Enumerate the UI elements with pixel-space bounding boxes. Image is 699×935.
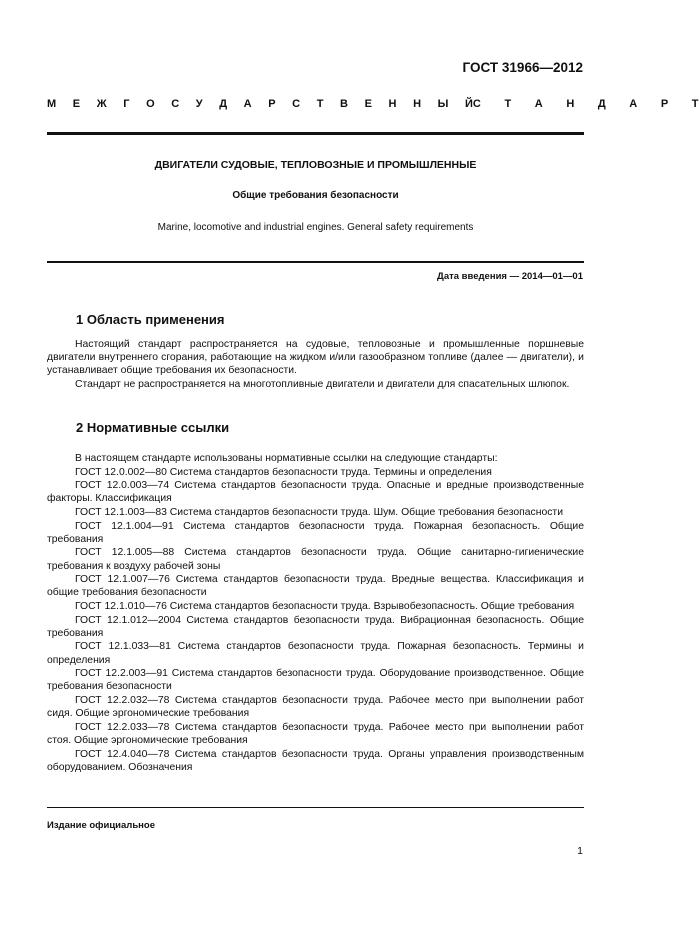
header-divider — [47, 132, 584, 135]
section-1-paragraph: Стандарт не распространяется на многотопливные двигатели и двигатели для спасательных шлюпок. — [75, 379, 570, 390]
heading-letter: Н — [388, 98, 397, 110]
reference-item: ГОСТ 12.2.003—91 Система стандартов безопасности труда. Оборудование производственное. Общие требования безопасности — [47, 668, 584, 693]
heading-letter: Н — [413, 98, 422, 110]
footer-divider — [47, 807, 584, 808]
heading-letter: Ы — [437, 98, 449, 110]
heading-letter: Д — [219, 98, 228, 110]
heading-letter: Т — [504, 98, 512, 110]
heading-letter: Е — [364, 98, 372, 110]
reference-item: ГОСТ 12.0.002—80 Система стандартов безопасности труда. Термины и определения — [75, 466, 492, 478]
heading-letter: Р — [660, 98, 669, 110]
heading-letter: О — [146, 98, 155, 110]
heading-letter: Е — [72, 98, 81, 110]
reference-item: ГОСТ 12.1.012—2004 Система стандартов безопасности труда. Вибрационная безопасность. Общие требования — [47, 614, 584, 639]
heading-letter: А — [243, 98, 252, 110]
heading-letter: Т — [316, 98, 324, 110]
heading-letter: В — [340, 98, 348, 110]
reference-item: ГОСТ 12.1.003—83 Система стандартов безопасности труда. Шум. Общие требования безопасности — [75, 506, 563, 518]
heading-letter: С — [292, 98, 301, 110]
heading-letter: Р — [268, 98, 276, 110]
heading-letter: С — [171, 98, 180, 110]
heading-letter: А — [629, 98, 638, 110]
page-number: 1 — [577, 845, 583, 857]
document-title: ДВИГАТЕЛИ СУДОВЫЕ, ТЕПЛОВОЗНЫЕ И ПРОМЫШЛЕННЫЕ — [154, 159, 477, 171]
section-1-title: 1 Область применения — [76, 312, 225, 327]
section-2-title: 2 Нормативные ссылки — [76, 420, 230, 435]
reference-item: ГОСТ 12.4.040—78 Система стандартов безопасности труда. Органы управления производственным оборудованием. Обозначения — [47, 748, 584, 773]
heading-letter: С — [472, 98, 481, 110]
reference-item: ГОСТ 12.1.010—76 Система стандартов безопасности труда. Взрывобезопасность. Общие требования — [75, 600, 575, 612]
references-intro: В настоящем стандарте использованы нормативные ссылки на следующие стандарты: — [75, 453, 498, 464]
interstate-standard-heading — [47, 98, 699, 110]
official-edition-note: Издание официальное — [47, 820, 155, 831]
reference-item: ГОСТ 12.2.033—78 Система стандартов безопасности труда. Рабочее место при выполнении работ стоя. Общие эргономические требования — [47, 721, 584, 746]
introduction-date: Дата введения — 2014—01—01 — [437, 271, 583, 282]
english-title: Marine, locomotive and industrial engines. General safety requirements — [157, 222, 474, 233]
interstate-word — [47, 98, 473, 110]
heading-letter: Д — [597, 98, 606, 110]
reference-item: ГОСТ 12.1.005—88 Система стандартов безопасности труда. Общие санитарно-гигиенические требования к воздуху рабочей зоны — [47, 547, 584, 572]
reference-item: ГОСТ 12.0.003—74 Система стандартов безопасности труда. Опасные и вредные производственные факторы. Классификация — [47, 480, 584, 505]
standard-word — [473, 98, 699, 110]
heading-letter: Г — [123, 98, 130, 110]
reference-item: ГОСТ 12.1.033—81 Система стандартов безопасности труда. Пожарная безопасность. Термины и определения — [47, 641, 584, 666]
heading-letter: Т — [691, 98, 699, 110]
section-1-paragraph: Настоящий стандарт распространяется на судовые, тепловозные и промышленные поршневые двигатели внутреннего сгорания, работающие на жидком и/или газообразном топливе (далее — двигатели), и устанавливает общие требования их безопасности. — [47, 339, 584, 377]
normative-references — [47, 452, 584, 774]
heading-letter: У — [195, 98, 203, 110]
reference-item: ГОСТ 12.2.032—78 Система стандартов безопасности труда. Рабочее место при выполнении работ сидя. Общие эргономические требования — [47, 694, 584, 720]
heading-letter: Й — [464, 98, 473, 110]
title-divider — [47, 261, 584, 263]
document-subtitle: Общие требования безопасности — [232, 190, 399, 201]
document-code: ГОСТ 31966—2012 — [462, 60, 583, 75]
heading-letter: Н — [566, 98, 575, 110]
heading-letter: А — [534, 98, 543, 110]
reference-item: ГОСТ 12.1.007—76 Система стандартов безопасности труда. Вредные вещества. Классификация и общие требования безопасности — [47, 574, 584, 599]
heading-letter: М — [47, 98, 57, 110]
heading-letter: Ж — [96, 98, 107, 110]
reference-item: ГОСТ 12.1.004—91 Система стандартов безопасности труда. Пожарная безопасность. Общие требования — [47, 520, 584, 545]
